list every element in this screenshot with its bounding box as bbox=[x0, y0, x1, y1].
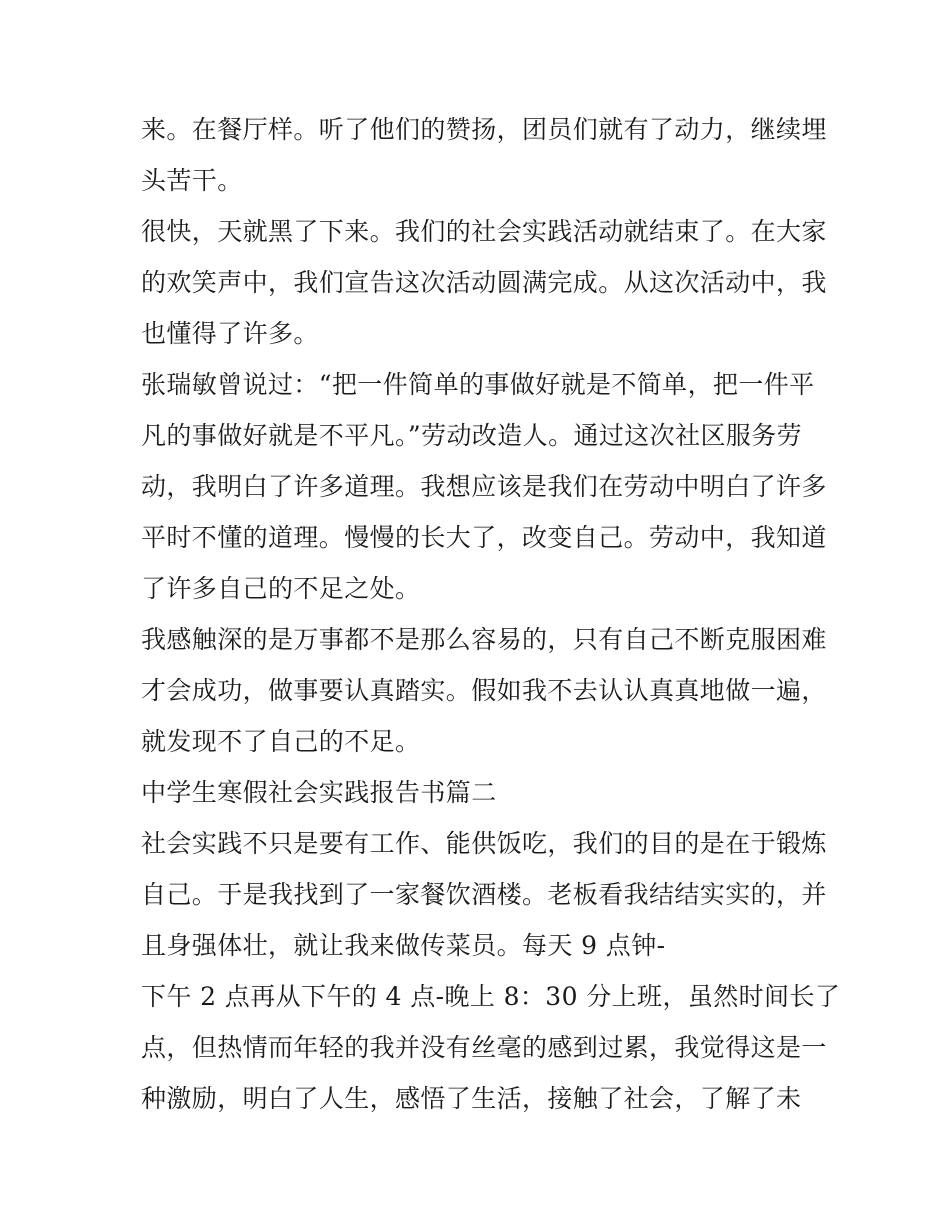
text-line: 凡的事做好就是不平凡。”劳动改造人。通过这次社区服务劳 bbox=[141, 421, 803, 450]
text-line: 种激励，明白了人生，感悟了生活，接触了社会，了解了未 bbox=[141, 1084, 802, 1113]
text-line: 动，我明白了许多道理。我想应该是我们在劳动中明白了许多 bbox=[141, 472, 827, 501]
text-line: 就发现不了自己的不足。 bbox=[141, 727, 421, 756]
text-line: 的欢笑声中，我们宣告这次活动圆满完成。从这次活动中，我 bbox=[141, 268, 827, 297]
text-line: 才会成功，做事要认真踏实。假如我不去认认真真地做一遍， bbox=[141, 676, 827, 705]
text-line: 也懂得了许多。 bbox=[141, 319, 319, 348]
text-line: 下午 2 点再从下午的 4 点-晚上 8：30 分上班，虽然时间长了 bbox=[141, 982, 841, 1011]
text-line: 社会实践不只是要有工作、能供饭吃，我们的目的是在于锻炼 bbox=[141, 829, 827, 858]
section-heading: 中学生寒假社会实践报告书篇二 bbox=[141, 778, 497, 807]
text-line: 自己。于是我找到了一家餐饮酒楼。老板看我结结实实的，并 bbox=[141, 880, 827, 909]
text-line: 了许多自己的不足之处。 bbox=[141, 574, 421, 603]
document-body bbox=[141, 104, 841, 1124]
text-line: 平时不懂的道理。慢慢的长大了，改变自己。劳动中，我知道 bbox=[141, 523, 827, 552]
text-line: 点，但热情而年轻的我并没有丝毫的感到过累，我觉得这是一 bbox=[141, 1033, 827, 1062]
text-line: 我感触深的是万事都不是那么容易的，只有自己不断克服困难 bbox=[141, 625, 827, 654]
text-line: 且身强体壮，就让我来做传菜员。每天 9 点钟- bbox=[141, 931, 666, 960]
text-line: 头苦干。 bbox=[141, 166, 243, 195]
text-line: 来。在餐厅样。听了他们的赞扬，团员们就有了动力，继续埋 bbox=[141, 115, 827, 144]
text-line: 张瑞敏曾说过：“把一件简单的事做好就是不简单，把一件平 bbox=[141, 370, 815, 399]
text-line: 很快，天就黑了下来。我们的社会实践活动就结束了。在大家 bbox=[141, 217, 827, 246]
